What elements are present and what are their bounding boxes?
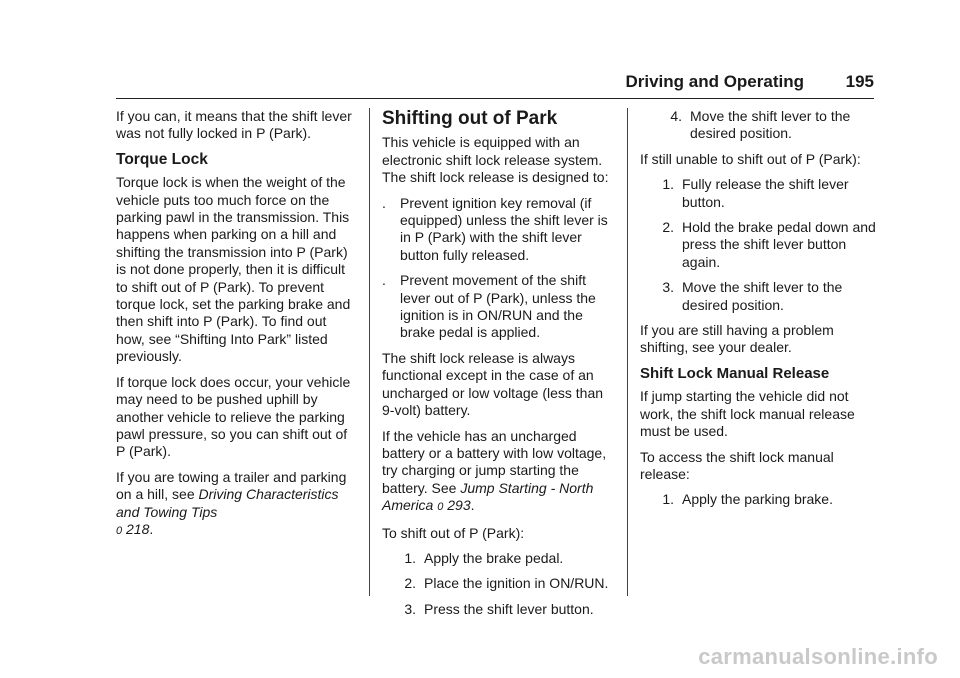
paragraph-text: If the vehicle has an uncharged battery or a battery with low voltage, try charging or jump starting the battery. See [382,427,607,496]
paragraph-text: If you are towing a trailer and parking on a hill, see [116,468,347,503]
step-number: 1. [404,549,416,566]
step-item [640,108,880,143]
step-text: Move the shift lever to the desired position. [690,108,851,142]
page-number: 195 [845,72,874,91]
watermark: carmanualsonline.info [698,644,938,669]
page-ref-number[interactable]: 218 [126,520,150,537]
page-ref-number[interactable]: 293 [447,497,471,514]
step-item [382,550,614,567]
paragraph [382,428,614,517]
list-item [382,272,614,342]
page-ref-arrow-icon: 0 [437,501,444,514]
paragraph: To shift out of P (Park): [382,524,525,541]
list-item-text: Prevent ignition key removal (if equipped) unless the shift lever is in P (Park) with the shift lever button fully released. [400,194,608,263]
list-item [382,195,614,265]
step-item [382,601,614,618]
step-text: Place the ignition in ON/RUN. [424,575,609,592]
step-number: 3. [404,600,416,617]
step-item [382,575,614,592]
step-item [640,279,880,314]
cross-reference-link[interactable]: Jump Starting - North America [382,479,594,514]
step-text: Apply the brake pedal. [424,549,564,566]
step-item [640,491,880,508]
step-item [640,176,880,211]
cross-reference-link[interactable]: Driving Characteristics and Towing Tips [116,486,339,520]
column-divider [369,108,370,596]
step-number: 4. [670,108,682,124]
punctuation: . [470,497,475,514]
step-number: 1. [662,176,674,193]
paragraph: If still unable to shift out of P (Park): [640,150,861,167]
section-title: Driving and Operating [625,72,804,91]
step-text: Move the shift lever to the desired position. [682,279,843,313]
paragraph [116,469,356,541]
step-number: 2. [662,219,674,236]
heading-torque-lock: Torque Lock [116,150,208,168]
column-middle [382,108,614,626]
column-right [640,108,880,517]
heading-shifting-out-of-park: Shifting out of Park [382,108,558,129]
paragraph: If jump starting the vehicle did not work, the shift lock manual release must be used. [640,388,855,440]
column-left [116,108,356,548]
paragraph: If torque lock does occur, your vehicle may need to be pushed uphill by another vehicle to relieve the parking pawl pressure, so you can shift out of P (Park). [116,373,351,460]
step-number: 3. [662,279,674,296]
step-text: Hold the brake pedal down and press the shift lever button again. [682,219,876,270]
list-item-text: Prevent movement of the shift lever out of P (Park), unless the ignition is in ON/RUN and the brake pedal is applied. [400,272,596,341]
step-text: Apply the parking brake. [682,491,833,508]
step-number: 2. [404,575,416,592]
step-number: 1. [662,491,674,508]
step-text: Fully release the shift lever button. [682,176,849,210]
paragraph: Torque lock is when the weight of the vehicle puts too much force on the parking pawl in the transmission. This happens when parking on a hill and shifting the transmission into P (Park) is not done properly, then it is difficult to shift out of P (Park). To prevent torque lock, set the parking brake and then shift into P (Park). To find out how, see “Shifting Into Park” listed previously. [116,174,351,365]
step-text: Press the shift lever button. [424,600,594,617]
bullet-mark: . [382,272,386,289]
punctuation: . [149,520,154,537]
paragraph: To access the shift lock manual release: [640,448,834,482]
bullet-mark: . [382,194,386,211]
paragraph: If you can, it means that the shift lever was not fully locked in P (Park). [116,108,352,142]
paragraph: The shift lock release is always functional except in the case of an uncharged or low voltage (less than 9-volt) battery. [382,349,604,419]
heading-shift-lock-manual-release: Shift Lock Manual Release [640,364,830,382]
page-header [116,70,874,99]
page-ref-arrow-icon: 0 [116,524,123,537]
column-divider [627,108,628,596]
step-item [640,219,880,271]
paragraph: If you are still having a problem shifting, see your dealer. [640,322,834,356]
paragraph: This vehicle is equipped with an electronic shift lock release system. The shift lock release is designed to: [382,134,609,186]
